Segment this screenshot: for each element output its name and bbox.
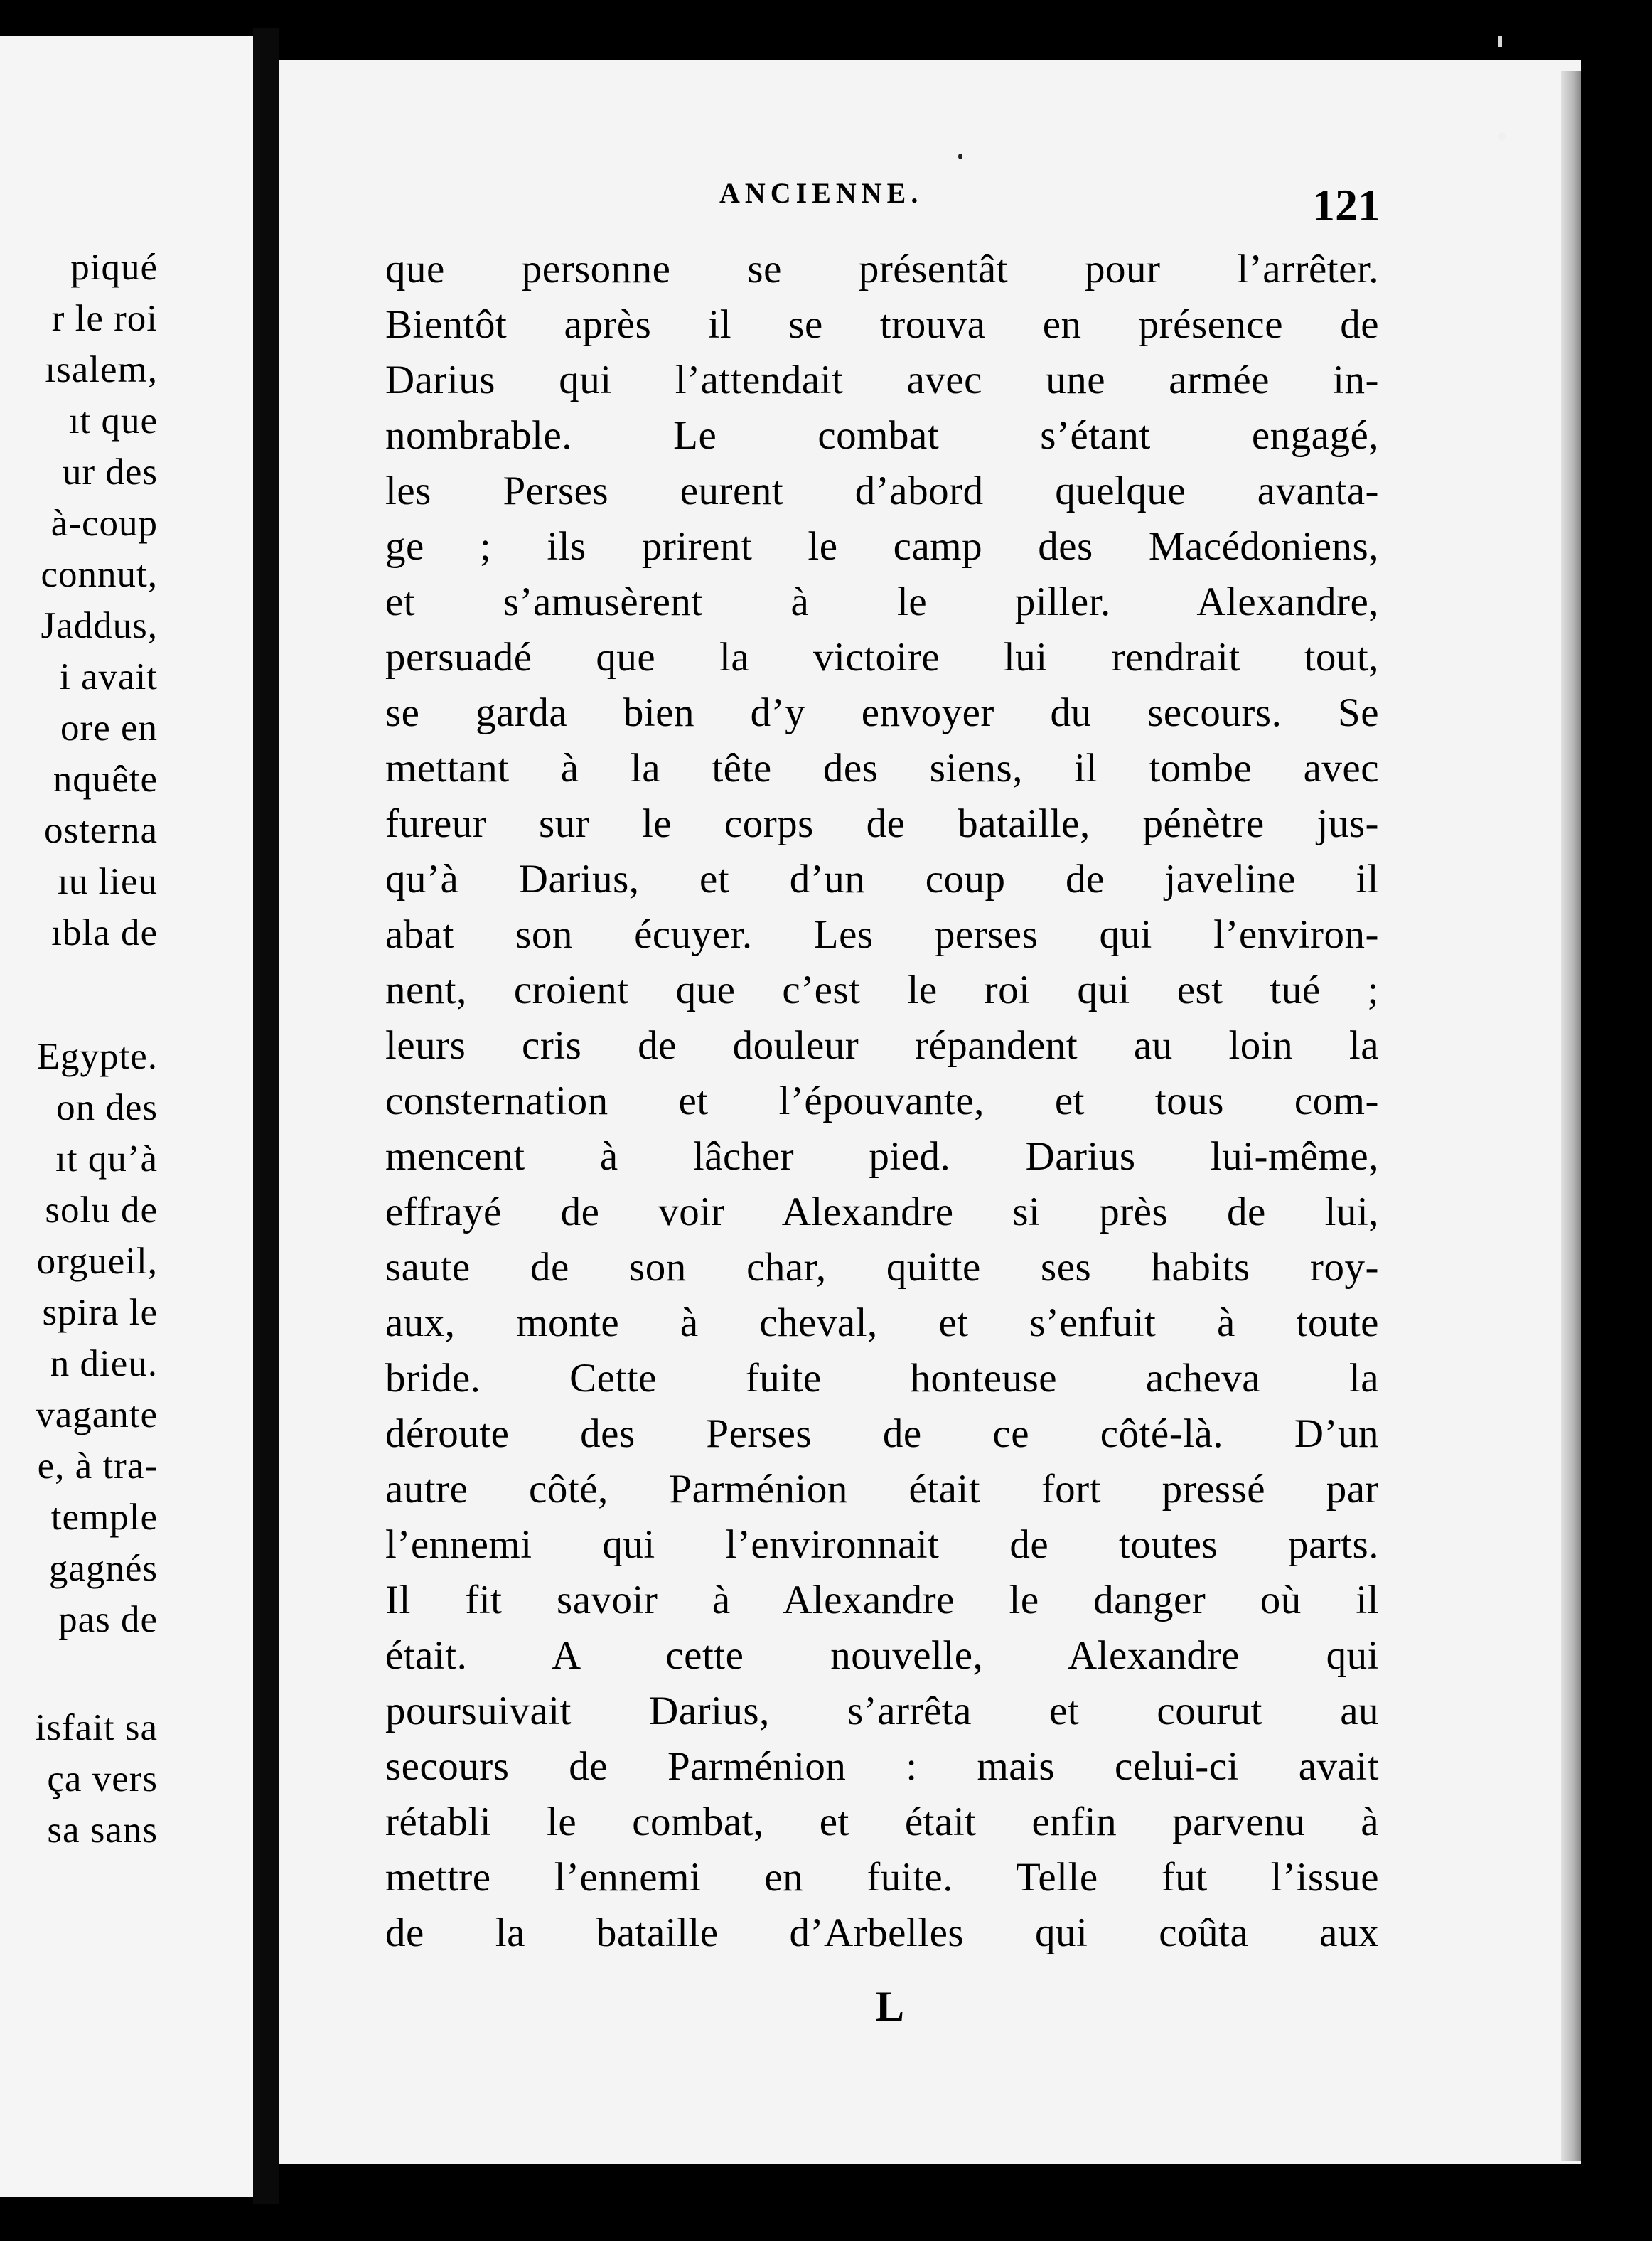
text-line: l’ennemi qui l’environnait de toutes parts. — [385, 1522, 1379, 1567]
left-page-line: i avait — [60, 656, 158, 697]
text-line: mettre l’ennemi en fuite. Telle fut l’issue — [385, 1855, 1379, 1900]
text-line: de la bataille d’Arbelles qui coûta aux — [385, 1910, 1379, 1955]
left-page-line: r le roi — [51, 298, 158, 339]
text-line: que personne se présentât pour l’arrêter. — [385, 247, 1379, 292]
text-line: saute de son char, quitte ses habits roy- — [385, 1245, 1379, 1290]
text-line: abat son écuyer. Les perses qui l’environ- — [385, 912, 1379, 957]
text-line: les Perses eurent d’abord quelque avanta- — [385, 469, 1379, 513]
left-page-line: orgueil, — [36, 1241, 158, 1282]
left-page-line: on des — [56, 1087, 158, 1128]
left-page-line: ça vers — [47, 1758, 158, 1799]
left-page-line: ore en — [60, 707, 158, 749]
text-line: aux, monte à cheval, et s’enfuit à toute — [385, 1300, 1379, 1345]
left-page-line: osterna — [43, 810, 158, 851]
book-gutter — [253, 28, 279, 2204]
text-line: se garda bien d’y envoyer du secours. Se — [385, 690, 1379, 735]
page-number: 121 — [1312, 180, 1380, 230]
text-line: déroute des Perses de ce côté-là. D’un — [385, 1411, 1379, 1456]
text-line: poursuivait Darius, s’arrêta et courut au — [385, 1689, 1379, 1733]
text-line: bride. Cette fuite honteuse acheva la — [385, 1356, 1379, 1401]
left-page-line: isfait sa — [35, 1707, 158, 1748]
left-page-line: ıt que — [68, 400, 158, 442]
left-page-line: nquête — [53, 759, 158, 800]
text-line: nent, croient que c’est le roi qui est tué ; — [385, 968, 1379, 1012]
left-page-line: sa sans — [47, 1809, 158, 1851]
scan-speck — [1498, 132, 1506, 141]
left-page-line: e, à tra- — [37, 1445, 158, 1487]
text-line: persuadé que la victoire lui rendrait tout, — [385, 635, 1379, 680]
text-line: rétabli le combat, et était enfin parvenu à — [385, 1799, 1379, 1844]
left-page-line: connut, — [41, 554, 158, 595]
left-page-line: n dieu. — [50, 1343, 158, 1384]
text-line: nombrable. Le combat s’étant engagé, — [385, 413, 1379, 458]
text-line: effrayé de voir Alexandre si près de lui, — [385, 1189, 1379, 1234]
text-line: et s’amusèrent à le piller. Alexandre, — [385, 579, 1379, 624]
signature-mark: L — [876, 1983, 905, 2030]
left-page-line: ıt qu’à — [55, 1138, 158, 1180]
left-page-line: vagante — [36, 1394, 158, 1435]
scan-speck — [1498, 36, 1502, 47]
text-line: autre côté, Parménion était fort pressé par — [385, 1467, 1379, 1512]
text-line: mencent à lâcher pied. Darius lui-même, — [385, 1134, 1379, 1179]
scan-speck — [958, 154, 962, 159]
left-page-line: Jaddus, — [41, 605, 158, 646]
running-head: ANCIENNE. — [719, 177, 923, 209]
left-page-line: à-coup — [50, 503, 158, 544]
text-line: fureur sur le corps de bataille, pénètre jus- — [385, 801, 1379, 846]
text-line: Bientôt après il se trouva en présence de — [385, 302, 1379, 347]
left-page-line: Egypte. — [36, 1036, 158, 1077]
left-page-line: solu de — [45, 1189, 158, 1231]
text-line: leurs cris de douleur répandent au loin la — [385, 1023, 1379, 1068]
text-line: Il fit savoir à Alexandre le danger où il — [385, 1578, 1379, 1622]
left-page-line: ıu lieu — [58, 861, 158, 902]
page-edge — [1561, 71, 1581, 2161]
left-page-line: spira le — [42, 1292, 158, 1333]
left-page-line: temple — [50, 1497, 158, 1538]
text-line: était. A cette nouvelle, Alexandre qui — [385, 1633, 1379, 1678]
left-page-line: ıbla de — [51, 912, 158, 953]
text-line: secours de Parménion : mais celui-ci avait — [385, 1744, 1379, 1789]
left-page-line: gagnés — [48, 1548, 158, 1589]
text-line: ge ; ils prirent le camp des Macédoniens, — [385, 524, 1379, 569]
text-line: consternation et l’épouvante, et tous com- — [385, 1079, 1379, 1123]
left-page-line: piqué — [70, 247, 158, 288]
left-page-line: pas de — [58, 1599, 158, 1640]
text-line: mettant à la tête des siens, il tombe avec — [385, 746, 1379, 791]
left-page-line: ur des — [62, 451, 158, 493]
left-page-line: ısalem, — [45, 349, 158, 390]
text-line: qu’à Darius, et d’un coup de javeline il — [385, 857, 1379, 902]
text-line: Darius qui l’attendait avec une armée in- — [385, 358, 1379, 402]
